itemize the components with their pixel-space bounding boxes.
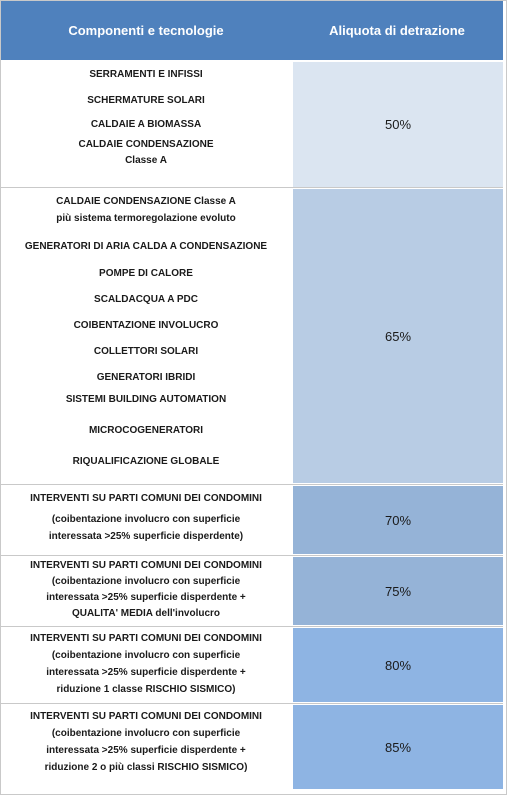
rate-cell: 65% [293,189,503,483]
item: riduzione 2 o più classi RISCHIO SISMICO) [44,762,248,773]
rate-cell: 50% [293,62,503,187]
item: INTERVENTI SU PARTI COMUNI DEI CONDOMINI [30,560,262,571]
item: più sistema termoregolazione evoluto [56,213,236,224]
item: GENERATORI DI ARIA CALDA A CONDENSAZIONE [24,241,268,252]
rate-cell: 80% [293,628,503,702]
table-row [1,62,503,187]
item: CALDAIE CONDENSAZIONE [78,139,214,150]
row-divider [1,555,503,556]
item: interessata >25% superficie disperdente + [46,592,246,603]
rate-cell: 75% [293,557,503,625]
table-header [1,1,503,60]
item: QUALITA' MEDIA dell'involucro [71,608,221,619]
row-divider [1,187,503,188]
item: INTERVENTI SU PARTI COMUNI DEI CONDOMINI [30,633,262,644]
row-divider [1,703,503,704]
item: riduzione 1 classe RISCHIO SISMICO) [56,684,236,695]
rate-cell: 85% [293,705,503,789]
item: RIQUALIFICAZIONE GLOBALE [72,456,220,467]
item: SISTEMI BUILDING AUTOMATION [65,394,227,405]
item: GENERATORI IBRIDI [96,372,196,383]
item: Classe A [125,155,167,166]
header-components: Componenti e tecnologie [68,23,224,38]
table-row [1,189,503,483]
item: (coibentazione involucro con superficie [51,576,241,587]
item: CALDAIE A BIOMASSA [90,119,202,130]
item: POMPE DI CALORE [99,268,193,279]
components-cell [1,705,291,789]
item: interessata >25% superficie disperdente + [46,667,246,678]
item: (coibentazione involucro con superficie [51,728,241,739]
item: COLLETTORI SOLARI [93,346,199,357]
item: SERRAMENTI E INFISSI [89,69,203,80]
item: COIBENTAZIONE INVOLUCRO [73,320,219,331]
header-rate: Aliquota di detrazione [329,23,465,38]
item: (coibentazione involucro con superficie [51,650,241,661]
components-cell [1,628,291,702]
item: SCHERMATURE SOLARI [87,95,205,106]
rate-cell: 70% [293,486,503,554]
row-divider [1,484,503,485]
item: CALDAIE CONDENSAZIONE Classe A [56,196,236,207]
components-cell [1,62,291,187]
table-row [1,486,503,554]
row-divider [1,626,503,627]
item: interessata >25% superficie disperdente + [46,745,246,756]
table-row [1,705,503,789]
components-cell [1,557,291,625]
item: SCALDACQUA A PDC [94,294,198,305]
components-cell [1,189,291,483]
item: MICROCOGENERATORI [88,425,204,436]
item: INTERVENTI SU PARTI COMUNI DEI CONDOMINI [30,493,262,504]
item: interessata >25% superficie disperdente) [48,531,244,542]
table-row [1,628,503,702]
item: (coibentazione involucro con superficie [51,514,241,525]
item: INTERVENTI SU PARTI COMUNI DEI CONDOMINI [30,711,262,722]
table-row [1,557,503,625]
components-cell [1,486,291,554]
